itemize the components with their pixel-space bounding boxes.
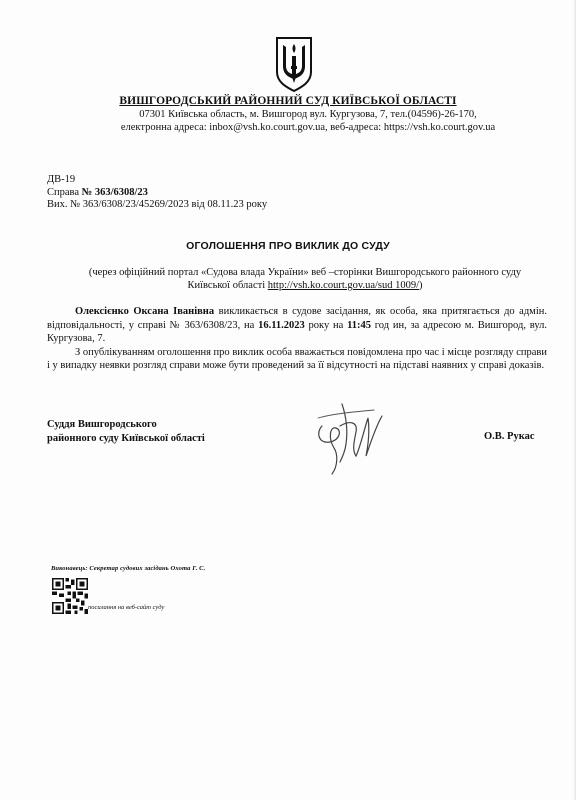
judge-name: О.В. Рукас (484, 431, 535, 442)
coat-of-arms-icon (274, 36, 314, 92)
executor-note: Виконавець: Секретар судових засідань Охота Г. С. (51, 565, 206, 572)
qr-code-icon[interactable] (52, 578, 88, 614)
portal-note: (через офіційний портал «Судова влада України» веб –сторінки Вишгородського районного суду Київської області http://vsh.ko.court.gov.ua/sud 1009/) (88, 267, 522, 291)
court-address-block (0, 108, 576, 134)
case-number-line: Справа № 363/6308/23 (47, 186, 148, 198)
summons-paragraph: Олексієнко Оксана Іванівна викликається в судове засідання, як особа, яка притягається до адмін. відповідальності, у справі № 363/6308/23, на 16.11.2023 року на 11:45 год ин, за адресою м. Вишгород, вул. Кургузова, 7. (47, 306, 547, 344)
qr-caption: посилання на веб-сайт суду (88, 604, 165, 611)
handwritten-signature (312, 396, 388, 478)
court-name: ВИШГОРОДСЬКИЙ РАЙОННИЙ СУД КИЇВСЬКОЇ ОБЛАСТІ (119, 95, 457, 107)
judge-title: Суддя Вишгородського районного суду Київської області (47, 419, 205, 444)
form-code: ДВ-19 (47, 174, 76, 185)
notice-paragraph: З опублікуванням оголошення про виклик особа вважається повідомлена про час і місце розгляду справи і у випадку неявки розгляд справи може бути проведений за її відсутності на підставі наявних у справі доказів. (47, 346, 547, 371)
case-number: № 363/6308/23 (81, 186, 148, 198)
hearing-time: 11:45 (347, 319, 371, 331)
portal-link[interactable]: http://vsh.ko.court.gov.ua/sud 1009/ (267, 280, 420, 291)
court-contacts-line: електронна адреса: inbox@vsh.ko.court.gov.ua, веб-адреса: https://vsh.ko.court.gov.ua (120, 122, 496, 133)
case-references (47, 174, 267, 212)
outgoing-number: Вих. № 363/6308/23/45269/2023 від 08.11.23 року (47, 199, 268, 210)
summons-text (47, 305, 547, 373)
person-name: Олексієнко Оксана Іванівна (75, 306, 215, 317)
hearing-date: 16.11.2023 (258, 319, 305, 331)
court-address-line: 07301 Київська область, м. Вишгород вул. Кургузова, 7, тел.(04596)-26-170, (139, 109, 477, 120)
document-heading: ОГОЛОШЕННЯ ПРО ВИКЛИК ДО СУДУ (186, 240, 390, 252)
